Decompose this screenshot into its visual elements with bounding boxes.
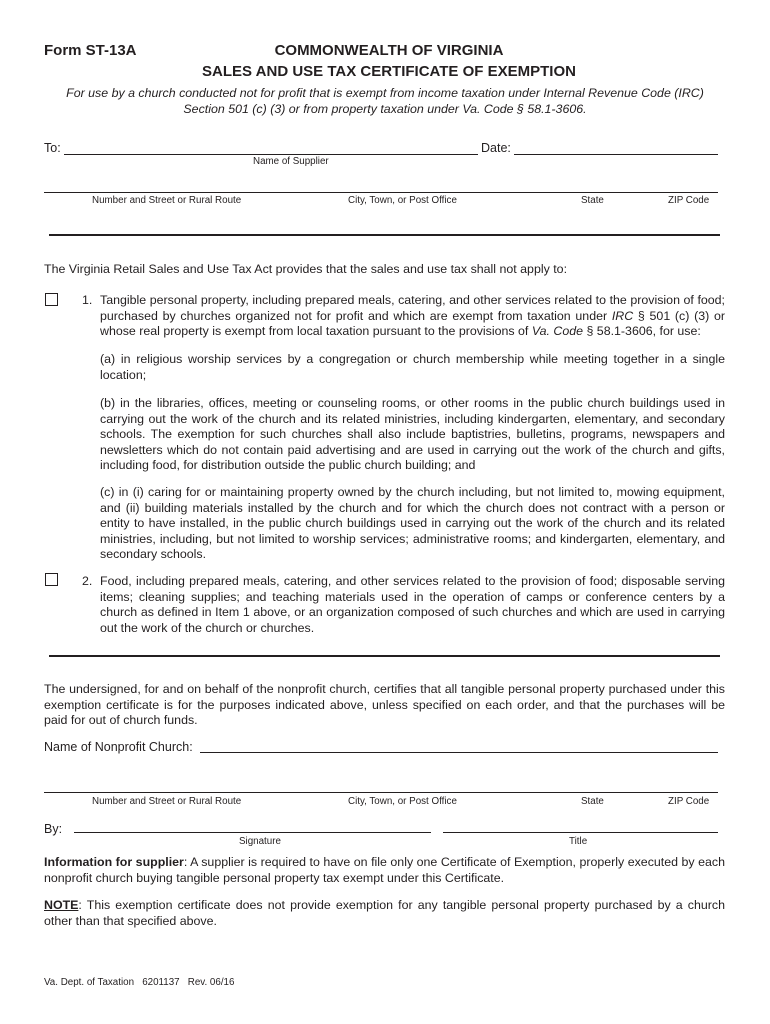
church-state-caption: State xyxy=(581,796,604,807)
title-line2: SALES AND USE TAX CERTIFICATE OF EXEMPTION xyxy=(202,63,576,80)
supplier-address-field[interactable] xyxy=(44,192,718,193)
item2-checkbox[interactable] xyxy=(45,573,58,586)
item1-va-code: Va. Code xyxy=(531,324,584,338)
title-line1: COMMONWEALTH OF VIRGINIA xyxy=(274,42,504,59)
item1-irc: IRC xyxy=(611,308,634,323)
signature-field[interactable] xyxy=(74,832,431,833)
footer-text: Va. Dept. of Taxation 6201137 Rev. 06/16 xyxy=(44,977,235,988)
subtitle-line2: Section 501 (c) (3) or from property taxation under Va. Code § 58.1-3606. xyxy=(183,101,587,116)
item2-text: Food, including prepared meals, catering, and other services related to the provision of food; disposable serving items; cleaning supplies; and teaching materials used in the operation of camps or conference centers by a church as defined in Item 1 above, or an organization composed of such churches and which are used in carrying out the work of the church or churches. xyxy=(100,574,725,635)
item1-checkbox[interactable] xyxy=(45,293,58,306)
signature-caption: Signature xyxy=(239,836,281,847)
date-field[interactable] xyxy=(514,154,718,155)
church-street-caption: Number and Street or Rural Route xyxy=(92,796,242,807)
item1-line3a: whose real property is exempt from local taxation pursuant to the provisions of xyxy=(100,324,532,338)
note xyxy=(44,898,725,929)
item1-subitem-c: (c) in (i) caring for or maintaining property owned by the church including, but not limited to, mowing equipment, and (ii) building materials installed by the church and for which the church does not contract with a person or entity to have installed, in the public church buildings used in carrying out the work of the church and its related ministries, including, but not limited to worship services; administrative rooms; and kindergarten, elementary, and secondary schools. xyxy=(100,485,725,561)
supplier-street-caption: Number and Street or Rural Route xyxy=(92,195,242,206)
item1-subitem-b: (b) in the libraries, offices, meeting or counseling rooms, or other rooms in the public church buildings used in carrying out the work of the church and its related ministries, including kindergarten, elementary, and secondary schools. The exemption for such churches shall also include baptistries, bulletins, programs, newspapers and newsletters which do not contain paid advertising and are used in carrying out the work of the church and gifts, including food, for distribution outside the public church building; and xyxy=(100,396,725,472)
intro-text: The Virginia Retail Sales and Use Tax Act provides that the sales and use tax shall not apply to: xyxy=(44,262,568,276)
date-label: Date: xyxy=(481,141,511,155)
supplier-info-label: Information for supplier xyxy=(44,855,184,869)
church-city-caption: City, Town, or Post Office xyxy=(348,796,457,807)
note-label: NOTE xyxy=(44,898,79,912)
subtitle-line1: For use by a church conducted not for profit that is exempt from income taxation under Internal Revenue Code (IRC) xyxy=(66,86,704,100)
church-name-label: Name of Nonprofit Church: xyxy=(44,740,193,754)
supplier-name-caption: Name of Supplier xyxy=(253,156,329,167)
item1-line3b: § 58.1-3606, for use: xyxy=(583,324,701,338)
title-field[interactable] xyxy=(443,832,718,833)
church-name-field[interactable] xyxy=(200,752,718,753)
form-number: Form ST-13A xyxy=(44,42,137,59)
church-address-field[interactable] xyxy=(44,792,718,793)
supplier-info xyxy=(44,855,725,886)
by-label: By: xyxy=(44,822,63,836)
supplier-zip-caption: ZIP Code xyxy=(668,195,710,206)
title-caption: Title xyxy=(569,836,588,847)
supplier-name-field[interactable] xyxy=(64,154,478,155)
subtitle xyxy=(44,86,726,117)
item1-line2a: purchased by churches organized not for profit and which are exempt from taxation under xyxy=(100,308,612,323)
item1-line2b: § 501 (c) (3) or xyxy=(633,308,725,323)
item1-line2 xyxy=(100,309,725,325)
supplier-state-caption: State xyxy=(581,195,604,206)
divider-2 xyxy=(49,655,720,657)
item1-line1: Tangible personal property, including prepared meals, catering, and other services related to the provision of food; xyxy=(100,293,725,307)
supplier-info-text: : A supplier is required to have on file only one Certificate of Exemption, properly executed by each nonprofit church buying tangible personal property tax exempt under this Certificate. xyxy=(44,855,725,885)
divider-1 xyxy=(49,234,720,236)
item1-line3 xyxy=(100,324,725,340)
certification-text: The undersigned, for and on behalf of the nonprofit church, certifies that all tangible personal property purchased under this exemption certificate is for the purposes indicated above, unless specified on each order, and that the purchases will be paid for out of church funds. xyxy=(44,682,725,727)
item2-number: 2. xyxy=(82,574,93,588)
note-text: : This exemption certificate does not provide exemption for any tangible personal property purchased by a church other than that specified above. xyxy=(44,898,725,928)
church-zip-caption: ZIP Code xyxy=(668,796,710,807)
to-label: To: xyxy=(44,141,61,155)
item1-subitem-a: (a) in religious worship services by a congregation or church membership while meeting together in a single location; xyxy=(100,352,725,382)
item1-number: 1. xyxy=(82,293,93,307)
supplier-city-caption: City, Town, or Post Office xyxy=(348,195,457,206)
